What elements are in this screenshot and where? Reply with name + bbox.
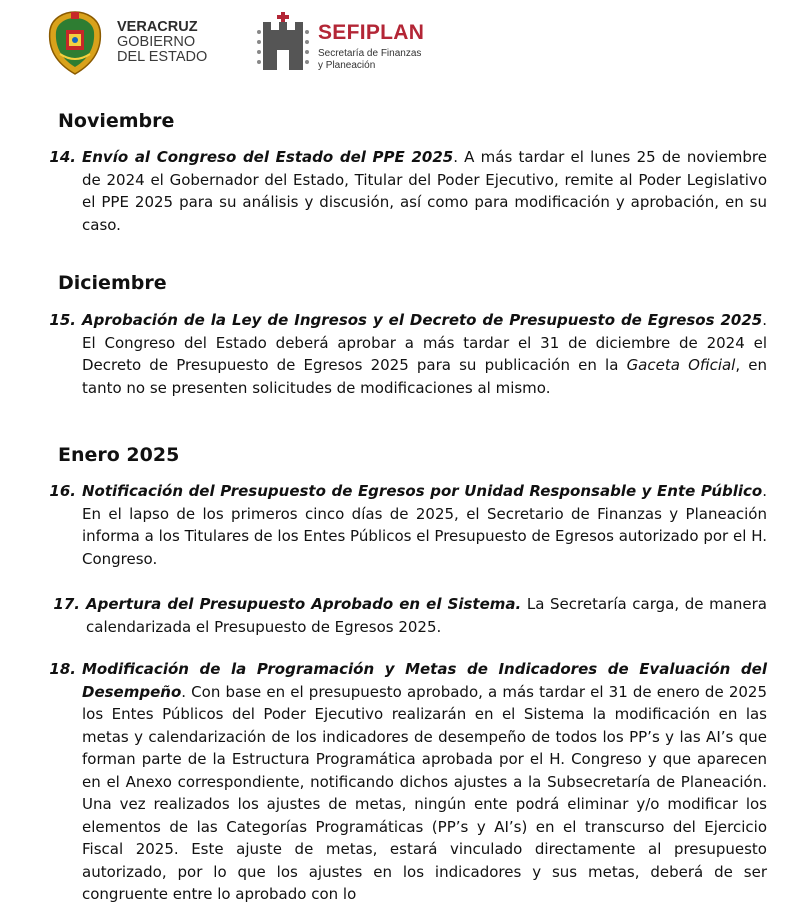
veracruz-wordmark	[117, 20, 207, 65]
item-18-text: . Con base en el presupuesto aprobado, a más tardar el 31 de enero de 2025 los Entes Públicos del Poder Ejecutivo realizarán en el Sistema la modificación en las metas y calendarización de los indicadores de desempeño de todos los PP’s y las AI’s que forman parte de la Estructura Programática aprobada por el H. Congreso y que aparecen en el Anexo correspondiente, notificando dichos ajustes a la Subsecretaría de Planeación. Una vez realizados los ajustes de metas, ningún ente podrá eliminar y/o modificar los elementos de las Categorías Programáticas (PP’s y AI’s) en el transcurso del Ejercicio Fiscal 2025. Este ajuste de metas, estará vinculado directamente al presupuesto autorizado, por lo que los ajustes en los indicadores y sus metas, deberá de ser congruente entre lo aprobado con lo	[82, 682, 767, 903]
veracruz-line1: VERACRUZ	[117, 19, 198, 35]
item-16	[82, 480, 767, 570]
section-heading-enero: Enero 2025	[58, 444, 180, 466]
item-15-text-italic: Gaceta Oficial	[626, 356, 736, 374]
veracruz-line2: GOBIERNO	[117, 34, 196, 50]
veracruz-line3: DEL ESTADO	[117, 49, 208, 65]
section-heading-noviembre: Noviembre	[58, 110, 175, 132]
sefiplan-wordmark	[318, 22, 424, 72]
item-15-title: Aprobación de la Ley de Ingresos y el Decreto de Presupuesto de Egresos 2025	[82, 311, 763, 329]
sefiplan-castle-icon	[255, 12, 311, 74]
item-18	[82, 658, 767, 906]
item-16-text: . En el lapso de los primeros cinco días de 2025, el Secretario de Finanzas y Planeación informa a los Titulares de los Entes Públicos el Presupuesto de Egresos autorizado por el H. Congreso.	[82, 482, 767, 568]
sefiplan-sub1: Secretaría de Finanzas	[318, 48, 422, 59]
item-15-text-b: , en tanto no se presenten solicitudes de modificaciones al mismo.	[82, 356, 768, 397]
item-17-title: Apertura del Presupuesto Aprobado en el Sistema.	[86, 595, 522, 613]
sefiplan-sub2: y Planeación	[318, 60, 376, 71]
sefiplan-name: SEFIPLAN	[318, 21, 425, 44]
item-16-title: Notificación del Presupuesto de Egresos por Unidad Responsable y Ente Público	[82, 482, 763, 500]
item-14-number: 14.	[49, 148, 76, 166]
item-15-text-a: . El Congreso del Estado deberá aprobar a más tardar el 31 de diciembre de 2024 el Decreto de Presupuesto de Egresos 2025 para su publicación en la	[82, 311, 767, 374]
item-15-number: 15.	[49, 311, 76, 329]
page-header	[0, 0, 800, 90]
item-17-text: La Secretaría carga, de manera calendarizada el Presupuesto de Egresos 2025.	[86, 595, 767, 636]
item-15	[82, 309, 767, 399]
item-18-number: 18.	[49, 660, 76, 678]
item-18-title: Modificación de la Programación y Metas de Indicadores de Evaluación del Desempeño	[82, 660, 767, 701]
item-14-text: . A más tardar el lunes 25 de noviembre de 2024 el Gobernador del Estado, Titular del Poder Ejecutivo, remite al Poder Legislativo el PPE 2025 para su análisis y discusión, así como para modificación y aprobación, en su caso.	[82, 148, 767, 234]
item-14-title: Envío al Congreso del Estado del PPE 2025	[82, 148, 454, 166]
item-16-number: 16.	[49, 482, 76, 500]
item-14	[82, 146, 767, 236]
veracruz-coat-of-arms-icon	[44, 10, 106, 76]
item-17	[86, 593, 767, 638]
item-17-number: 17.	[53, 595, 80, 613]
section-heading-diciembre: Diciembre	[58, 272, 167, 294]
